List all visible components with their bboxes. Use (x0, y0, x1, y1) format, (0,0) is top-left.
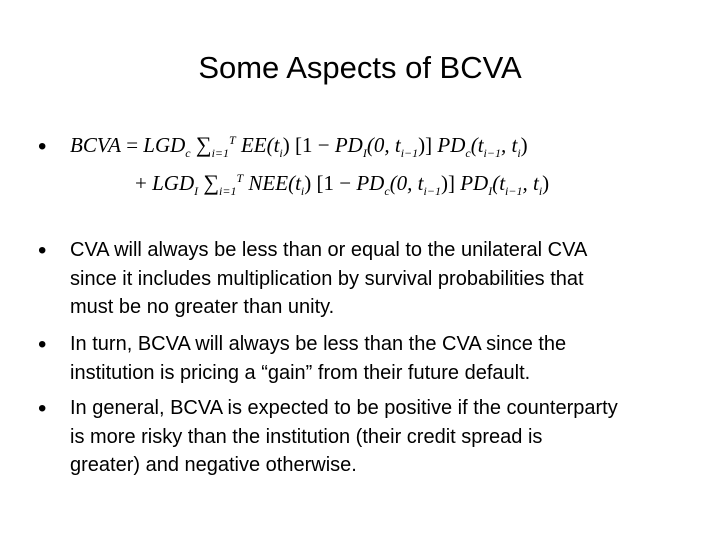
formula-pd2: PD (460, 171, 489, 195)
formula-lgd-sub: I (194, 184, 199, 199)
formula-pd-close: )] (440, 171, 461, 195)
formula-sum-sup: T (229, 133, 236, 147)
bullet-text (70, 236, 700, 322)
bullet-line: must be no greater than unity. (70, 296, 335, 318)
formula-plus: + (135, 171, 153, 195)
formula-nee-sub: i (300, 184, 305, 199)
formula-pd2-mid: , t (500, 133, 518, 157)
formula-ee-sub: i (279, 146, 283, 161)
formula-pd-args: (0, t (389, 171, 424, 195)
formula-pd2: PD (437, 133, 466, 157)
formula-pd2-close: ) (520, 133, 528, 157)
formula-pd2-mid: , t (522, 171, 539, 195)
bullet-line: CVA will always be less than or equal to the unilateral CVA (70, 239, 588, 261)
formula-pd2-args-sub: i−1 (483, 146, 501, 161)
formula-pd2-mid-sub: i (538, 184, 543, 199)
formula-pd-args-sub: i−1 (423, 184, 441, 199)
bullet-line: since it includes multiplication by survival probabilities that (70, 267, 584, 290)
bullet-marker: • (38, 237, 47, 264)
formula-line-1 (70, 130, 528, 160)
formula-pd-args-sub: i−1 (400, 146, 419, 161)
bullet-text (70, 330, 700, 387)
formula-equals: = (120, 133, 144, 157)
slide-title: Some Aspects of BCVA (198, 50, 522, 85)
formula-lgd: LGD (143, 133, 186, 157)
bullet-text (70, 394, 700, 480)
bullet-line: greater) and negative otherwise. (70, 454, 357, 476)
formula-pd2-args-sub: i−1 (505, 184, 523, 199)
formula-pd-close: )] (418, 133, 438, 157)
formula-line-2 (135, 168, 549, 198)
formula-pd-args: (0, t (366, 133, 401, 157)
formula-nee: NEE(t (243, 171, 301, 195)
formula-pd2-close: ) (542, 171, 550, 195)
bullet-line: is more risky than the institution (their credit spread is (70, 425, 543, 448)
bullet-marker: • (38, 133, 47, 160)
formula-pd2-mid-sub: i (517, 146, 521, 161)
formula-pd: PD (334, 133, 363, 157)
formula-ee: EE(t (235, 133, 280, 157)
formula-lgd-sub: c (185, 146, 191, 161)
formula-pd-sub: c (384, 184, 390, 199)
formula-bcva: BCVA (70, 133, 121, 157)
formula-pd-sub: I (362, 146, 367, 161)
formula-sum-sup: T (236, 171, 244, 185)
formula-pd: PD (356, 171, 385, 195)
formula-sum-sub: i=1 (211, 146, 229, 161)
formula-ee-close: ) [1 − (282, 133, 335, 157)
bullet-line: In turn, BCVA will always be less than the CVA since the (70, 333, 567, 355)
formula-pd2-args: (t (492, 171, 506, 195)
bullet-line: institution is pricing a “gain” from their future default. (70, 361, 531, 384)
formula-sum: ∑ (195, 132, 212, 157)
bullet-marker: • (38, 395, 47, 422)
formula-nee-close: ) [1 − (304, 171, 357, 195)
formula-pd2-args: (t (470, 133, 484, 157)
formula-sum-sub: i=1 (219, 184, 237, 199)
formula-lgd: LGD (152, 171, 195, 195)
bullet-line: In general, BCVA is expected to be positive if the counterparty (70, 397, 618, 419)
formula-pd2-sub: I (488, 184, 493, 199)
bullet-marker: • (38, 331, 47, 358)
formula-pd2-sub: c (465, 146, 471, 161)
formula-sum: ∑ (203, 170, 220, 195)
